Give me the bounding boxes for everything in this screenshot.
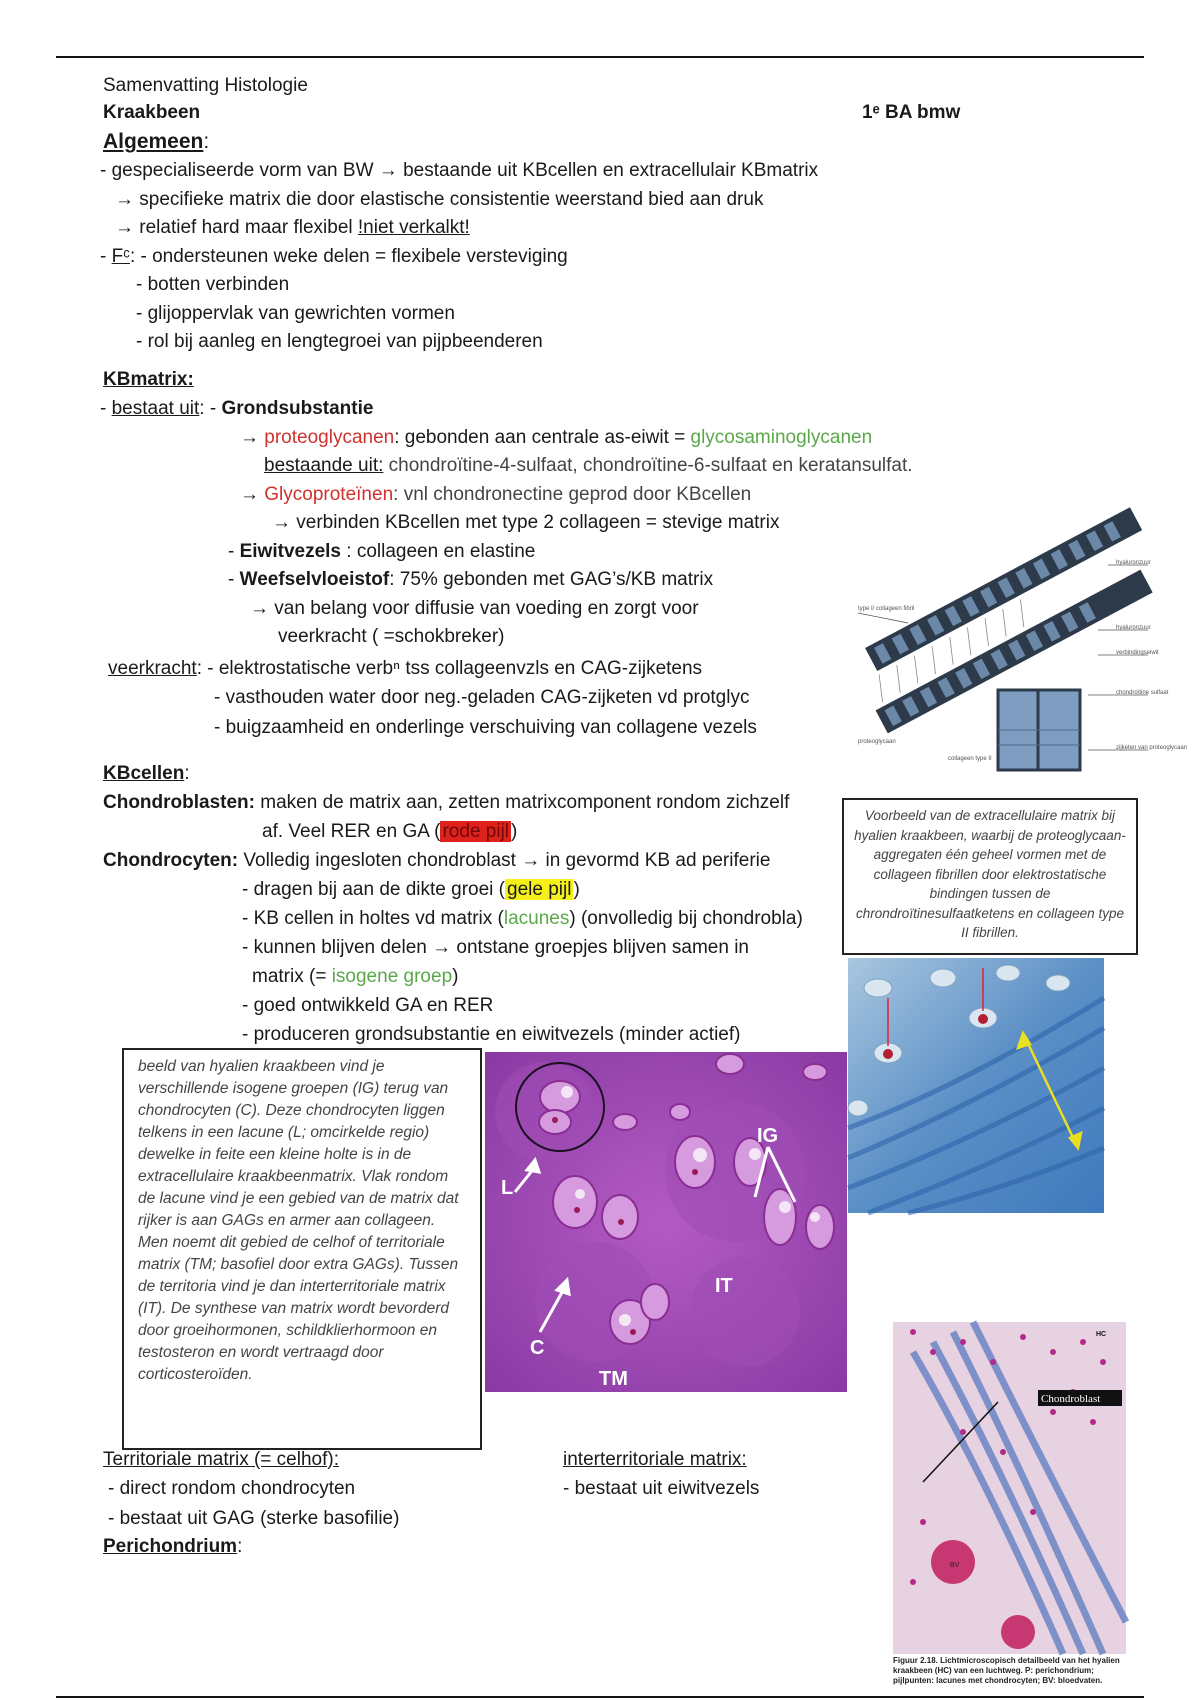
text: Chondrocyten: — [103, 850, 239, 871]
text: - gespecialiseerde vorm van BW — [100, 160, 374, 181]
kbmatrix-line-3 — [264, 452, 913, 480]
text: Weefselvloeistof — [239, 569, 390, 590]
yellow-arrow-highlight: gele pijl — [507, 879, 572, 900]
arrow-icon: → — [240, 427, 265, 448]
top-rule — [56, 56, 1144, 58]
label-bv: BV — [950, 1562, 960, 1569]
text: - — [100, 246, 112, 267]
text: - — [228, 569, 240, 590]
kbmatrix-line-1 — [100, 395, 373, 423]
text: ) — [452, 966, 459, 987]
kbmatrix-line-10 — [108, 655, 702, 683]
label-h1: hyaluronzuur — [1116, 560, 1151, 566]
text: bestaat uit — [111, 398, 200, 419]
text: ) — [511, 821, 518, 842]
text: - KB cellen in holtes vd matrix ( — [242, 908, 504, 929]
isogenic-group-term: isogene groep — [331, 966, 453, 987]
text: : vnl chondronectine geprod door KBcellen — [393, 484, 752, 505]
text: matrix (= — [252, 966, 332, 987]
text: - dragen bij aan de dikte groei ( — [242, 879, 505, 900]
arrow-icon: → — [272, 512, 297, 533]
text: : - — [199, 398, 222, 419]
label-IG: IG — [757, 1125, 779, 1147]
algemeen-line-2 — [115, 186, 763, 214]
label-C: C — [530, 1337, 545, 1359]
kbmatrix-line-8 — [250, 595, 699, 623]
kbmatrix-line-11: - vasthouden water door neg.-geladen CAG-zijketen vd protglyc — [214, 687, 750, 708]
text: specifieke matrix die door elastische consistentie weerstand bied aan druk — [139, 189, 764, 210]
kbcellen-line-4 — [242, 876, 580, 904]
algemeen-line-4 — [100, 243, 568, 271]
text: chondroïtine-4-sulfaat, chondroïtine-6-sulfaat en keratansulfat. — [383, 455, 913, 476]
text: : gebonden aan centrale as-eiwit = — [394, 427, 691, 448]
kbcellen-line-5 — [242, 905, 803, 933]
text: relatief hard maar flexibel — [139, 217, 353, 238]
label-IT: IT — [715, 1275, 733, 1297]
label-TM: TM — [599, 1368, 628, 1390]
algemeen-line-1 — [100, 157, 818, 185]
perichondrium-title: Perichondrium — [103, 1536, 238, 1557]
arrow-icon: → — [115, 217, 140, 238]
perichondrium-caption: Figuur 2.18. Lichtmicroscopisch detailbeeld van het hyalien kraakbeen (HC) van een luchtweg. P: perichondrium; pijlpunten: lacunes met chondrocyten; BV: bloedvaten. — [893, 1656, 1120, 1685]
kbmatrix-line-12: - buigzaamheid en onderlinge verschuiving van collagene vezels — [214, 717, 757, 738]
kbmatrix-line-7 — [228, 566, 713, 594]
label-typeI: type I/ collageen fibril — [858, 606, 915, 612]
label-chondroblast: Chondroblast — [1041, 1393, 1101, 1405]
territorial-line-2: - bestaat uit GAG (sterke basofilie) — [108, 1508, 400, 1529]
algemeen-heading: Algemeen: — [103, 130, 210, 153]
perichondrium-micrograph — [893, 1322, 1126, 1654]
text: : 75% gebonden met GAG’s/KB matrix — [389, 569, 714, 590]
kbmatrix-line-6 — [228, 538, 535, 566]
text: : - elektrostatische verbⁿ tss collageenvzls en CAG-zijketens — [196, 658, 703, 679]
text: in gevormd KB ad periferie — [545, 850, 771, 871]
proteoglycans-term: proteoglycanen — [264, 427, 395, 448]
text: af. Veel RER en GA ( — [262, 821, 441, 842]
interterritorial-line-1: - bestaat uit eiwitvezels — [563, 1478, 760, 1499]
doc-year: 1ᵉ BA bmw — [862, 102, 961, 123]
arrow-icon: → — [240, 484, 265, 505]
algemeen-line-7: - rol bij aanleg en lengtegroei van pijpbeenderen — [136, 331, 543, 352]
glycoproteins-term: Glycoproteïnen — [264, 484, 394, 505]
text: Grondsubstantie — [221, 398, 374, 419]
text: - kunnen blijven delen — [242, 937, 427, 958]
matrix-caption-text: Voorbeeld van de extracellulaire matrix bij hyalien kraakbeen, waarbij de proteoglycaan-aggregaten één geheel vormen met de collageen fibrillen door elektrostatische bindingen tussen de chrondroïtinesulfaatketens en collageen type II fibrillen. — [854, 808, 1126, 940]
algemeen-line-5: - botten verbinden — [136, 274, 290, 295]
hyalien-caption-box — [122, 1048, 482, 1450]
kbmatrix-line-5 — [272, 509, 779, 537]
label-verb: verbindingseiwit — [1116, 650, 1159, 656]
kbmatrix-line-9: veerkracht ( =schokbreker) — [278, 626, 505, 647]
doc-subtitle: Samenvatting Histologie — [103, 75, 308, 96]
text: Chondroblasten: — [103, 792, 255, 813]
text: ontstane groepjes blijven samen in — [456, 937, 749, 958]
not-calcified-note: !niet verkalkt! — [357, 217, 470, 238]
text: : collageen en elastine — [341, 541, 536, 562]
label-L: L — [501, 1177, 514, 1199]
arrow-icon: → — [521, 850, 546, 871]
kbcellen-title: KBcellen — [103, 763, 185, 784]
kbcellen-line-8: - goed ontwikkeld GA en RER — [242, 995, 494, 1016]
interterritorial-heading: interterritoriale matrix: — [563, 1449, 747, 1470]
doc-title: Kraakbeen — [103, 102, 201, 123]
proteoglycan-collagen-diagram — [848, 540, 1188, 780]
blue-histology-image — [848, 958, 1104, 1213]
kbcellen-line-7 — [252, 963, 458, 991]
kbcellen-heading: KBcellen: — [103, 763, 190, 784]
territorial-heading: Territoriale matrix (= celhof): — [103, 1449, 339, 1470]
algemeen-line-3 — [115, 214, 470, 242]
red-arrow-highlight: rode pijl — [442, 821, 510, 842]
kbmatrix-line-4 — [240, 481, 751, 509]
hyalien-caption-text: beeld van hyalien kraakbeen vind je verschillende isogene groepen (IG) terug van chondrocyten (C). Deze chondrocyten liggen telkens in een lacune (L; omcirkelde regio) dewelke in feite een kleine holte is in de extracellulaire kraakbeenmatrix. Vlak rondom de lacune vind je een gebied van de matrix dat rijker is aan GAGs en armer aan collageen. Men noemt dit gebied de celhof of territoriale matrix (TM; basofiel door extra GAGs). Tussen de territoria vind je dan interterritoriale matrix (IT). De synthese van matrix wordt bevorderd door groeihormonen, schildklierhormoon en testosteron en wordt vertraagd door corticosteroïden. — [138, 1058, 459, 1383]
label-h2: hyaluronzuur — [1116, 625, 1151, 631]
text: maken de matrix aan, zetten matrixcomponent rondom zichzelf — [255, 792, 790, 813]
gag-term: glycosaminoglycanen — [690, 427, 873, 448]
arrow-icon: → — [378, 160, 404, 181]
lacunes-term: lacunes — [503, 908, 570, 929]
kbcellen-line-1 — [103, 789, 789, 817]
text: - — [100, 398, 112, 419]
kbcellen-line-6 — [242, 934, 749, 962]
text: Volledig ingesloten chondroblast — [238, 850, 516, 871]
kbcellen-line-2 — [262, 818, 517, 846]
algemeen-title: Algemeen — [103, 130, 204, 153]
arrow-icon: → — [432, 937, 457, 958]
functions-label: Fᶜ — [111, 246, 130, 267]
bottom-rule — [56, 1696, 1144, 1698]
kbmatrix-line-2 — [240, 424, 872, 452]
text: verbinden KBcellen met type 2 collageen = stevige matrix — [296, 512, 780, 533]
matrix-caption-box — [842, 798, 1138, 955]
arrow-icon: → — [115, 189, 140, 210]
label-coll: collageen type II — [948, 756, 992, 762]
perichondrium-heading: Perichondrium: — [103, 1536, 243, 1557]
text: bestaande uit: — [264, 455, 384, 476]
text: ) — [573, 879, 580, 900]
label-kerat: zijketen van proteoglycaan — [1116, 745, 1188, 751]
label-chond: chondroïtine sulfaat — [1116, 690, 1169, 696]
hyaline-cartilage-micrograph — [485, 1052, 847, 1392]
arrow-icon: → — [250, 598, 275, 619]
kbcellen-line-9: - produceren grondsubstantie en eiwitvezels (minder actief) — [242, 1024, 741, 1045]
territorial-line-1: - direct rondom chondrocyten — [108, 1478, 356, 1499]
text: : - ondersteunen weke delen = flexibele versteviging — [129, 246, 568, 267]
label-hc: HC — [1096, 1331, 1107, 1338]
text: ) (onvolledig bij chondrobla) — [569, 908, 803, 929]
kbcellen-line-3 — [103, 847, 770, 875]
text: bestaande uit KBcellen en extracellulair KBmatrix — [403, 160, 819, 181]
text: - — [228, 541, 240, 562]
kbmatrix-heading: KBmatrix: — [103, 369, 194, 390]
text: van belang voor diffusie van voeding en zorgt voor — [274, 598, 699, 619]
algemeen-line-6: - glijoppervlak van gewrichten vormen — [136, 303, 455, 324]
text: veerkracht — [108, 658, 197, 679]
text: Eiwitvezels — [239, 541, 341, 562]
label-protg: proteoglycaan — [858, 739, 896, 745]
